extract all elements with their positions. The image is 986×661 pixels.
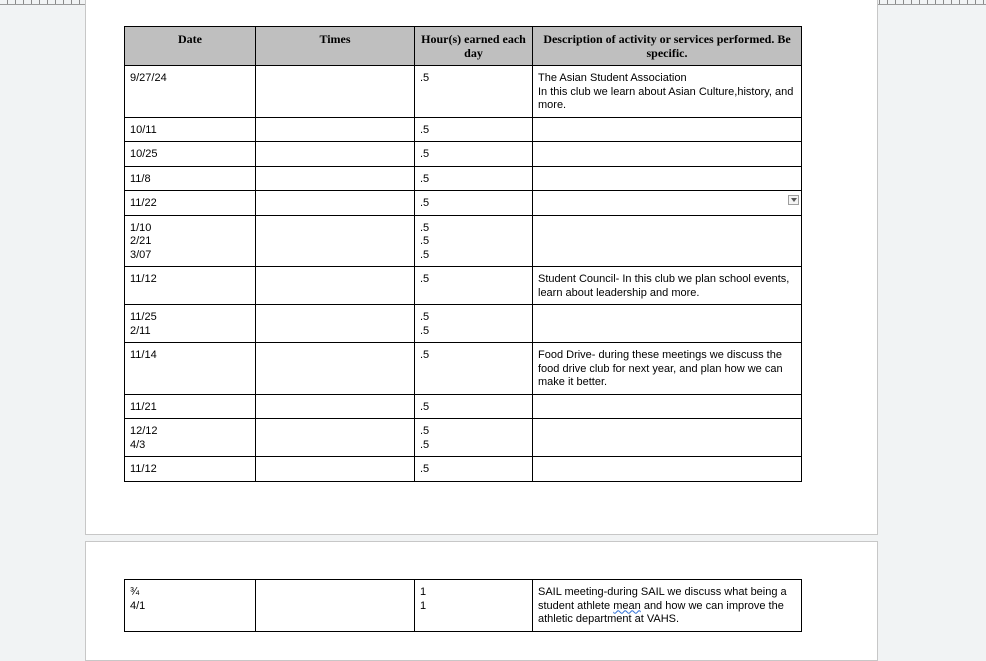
times-cell[interactable]: [256, 305, 415, 343]
description-cell[interactable]: [533, 166, 802, 191]
times-cell[interactable]: [256, 267, 415, 305]
table-header-row: [125, 27, 802, 66]
times-cell[interactable]: [256, 215, 415, 267]
description-cell[interactable]: Student Council- In this club we plan school events, learn about leadership and more.: [533, 267, 802, 305]
table-row: [125, 580, 802, 632]
dropdown-arrow-icon[interactable]: [788, 195, 799, 205]
description-cell[interactable]: [533, 215, 802, 267]
table-row: [125, 305, 802, 343]
hours-cell[interactable]: .5: [415, 117, 533, 142]
times-cell[interactable]: [256, 166, 415, 191]
date-cell[interactable]: 12/12 4/3: [125, 419, 256, 457]
date-cell[interactable]: 11/8: [125, 166, 256, 191]
table-row: [125, 419, 802, 457]
table-row: [125, 457, 802, 482]
table-row: [125, 191, 802, 216]
description-cell[interactable]: [533, 419, 802, 457]
hours-cell[interactable]: .5 .5: [415, 419, 533, 457]
description-text: SAIL meeting-during SAIL we discuss what being a student athlete: [538, 586, 787, 612]
header-times[interactable]: Times: [256, 27, 415, 66]
header-description[interactable]: Description of activity or services performed. Be specific.: [533, 27, 802, 66]
date-cell[interactable]: ¾ 4/1: [125, 580, 256, 632]
hours-cell[interactable]: .5: [415, 66, 533, 118]
times-cell[interactable]: [256, 191, 415, 216]
times-cell[interactable]: [256, 419, 415, 457]
times-cell[interactable]: [256, 66, 415, 118]
description-cell[interactable]: [533, 191, 802, 216]
table-row: [125, 66, 802, 118]
times-cell[interactable]: [256, 394, 415, 419]
times-cell[interactable]: [256, 142, 415, 167]
service-hours-table: [124, 26, 802, 482]
times-cell[interactable]: [256, 457, 415, 482]
description-cell[interactable]: [533, 580, 802, 632]
spellcheck-flagged-word[interactable]: mean: [613, 599, 641, 612]
date-cell[interactable]: 11/14: [125, 343, 256, 395]
table-row: [125, 117, 802, 142]
hours-cell[interactable]: .5: [415, 142, 533, 167]
header-date[interactable]: Date: [125, 27, 256, 66]
description-text: and how we can improve the athletic department at VAHS.: [538, 599, 784, 625]
date-cell[interactable]: 11/12: [125, 457, 256, 482]
description-cell[interactable]: [533, 142, 802, 167]
hours-cell[interactable]: .5 .5: [415, 305, 533, 343]
hours-cell[interactable]: .5: [415, 394, 533, 419]
description-cell[interactable]: Food Drive- during these meetings we discuss the food drive club for next year, and plan how we can make it better.: [533, 343, 802, 395]
description-cell[interactable]: [533, 394, 802, 419]
service-hours-table-continued: [124, 579, 802, 632]
description-cell[interactable]: [533, 305, 802, 343]
description-cell[interactable]: [533, 457, 802, 482]
hours-cell[interactable]: .5: [415, 343, 533, 395]
header-hours[interactable]: Hour(s) earned each day: [415, 27, 533, 66]
times-cell[interactable]: [256, 117, 415, 142]
hours-cell[interactable]: .5: [415, 191, 533, 216]
table-row: [125, 394, 802, 419]
hours-cell[interactable]: .5: [415, 267, 533, 305]
document-page-1: [85, 0, 878, 535]
date-cell[interactable]: 10/25: [125, 142, 256, 167]
description-cell[interactable]: The Asian Student Association In this club we learn about Asian Culture,history, and more.: [533, 66, 802, 118]
hours-cell[interactable]: .5 .5 .5: [415, 215, 533, 267]
date-cell[interactable]: 10/11: [125, 117, 256, 142]
date-cell[interactable]: 11/22: [125, 191, 256, 216]
table-row: [125, 142, 802, 167]
hours-cell[interactable]: 1 1: [415, 580, 533, 632]
table-row: [125, 267, 802, 305]
times-cell[interactable]: [256, 580, 415, 632]
table-row: [125, 166, 802, 191]
document-page-2: [85, 541, 878, 661]
hours-cell[interactable]: .5: [415, 166, 533, 191]
description-cell[interactable]: [533, 117, 802, 142]
times-cell[interactable]: [256, 343, 415, 395]
table-row: [125, 215, 802, 267]
table-row: [125, 343, 802, 395]
date-cell[interactable]: 9/27/24: [125, 66, 256, 118]
date-cell[interactable]: 11/21: [125, 394, 256, 419]
date-cell[interactable]: 11/12: [125, 267, 256, 305]
hours-cell[interactable]: .5: [415, 457, 533, 482]
date-cell[interactable]: 11/25 2/11: [125, 305, 256, 343]
date-cell[interactable]: 1/10 2/21 3/07: [125, 215, 256, 267]
